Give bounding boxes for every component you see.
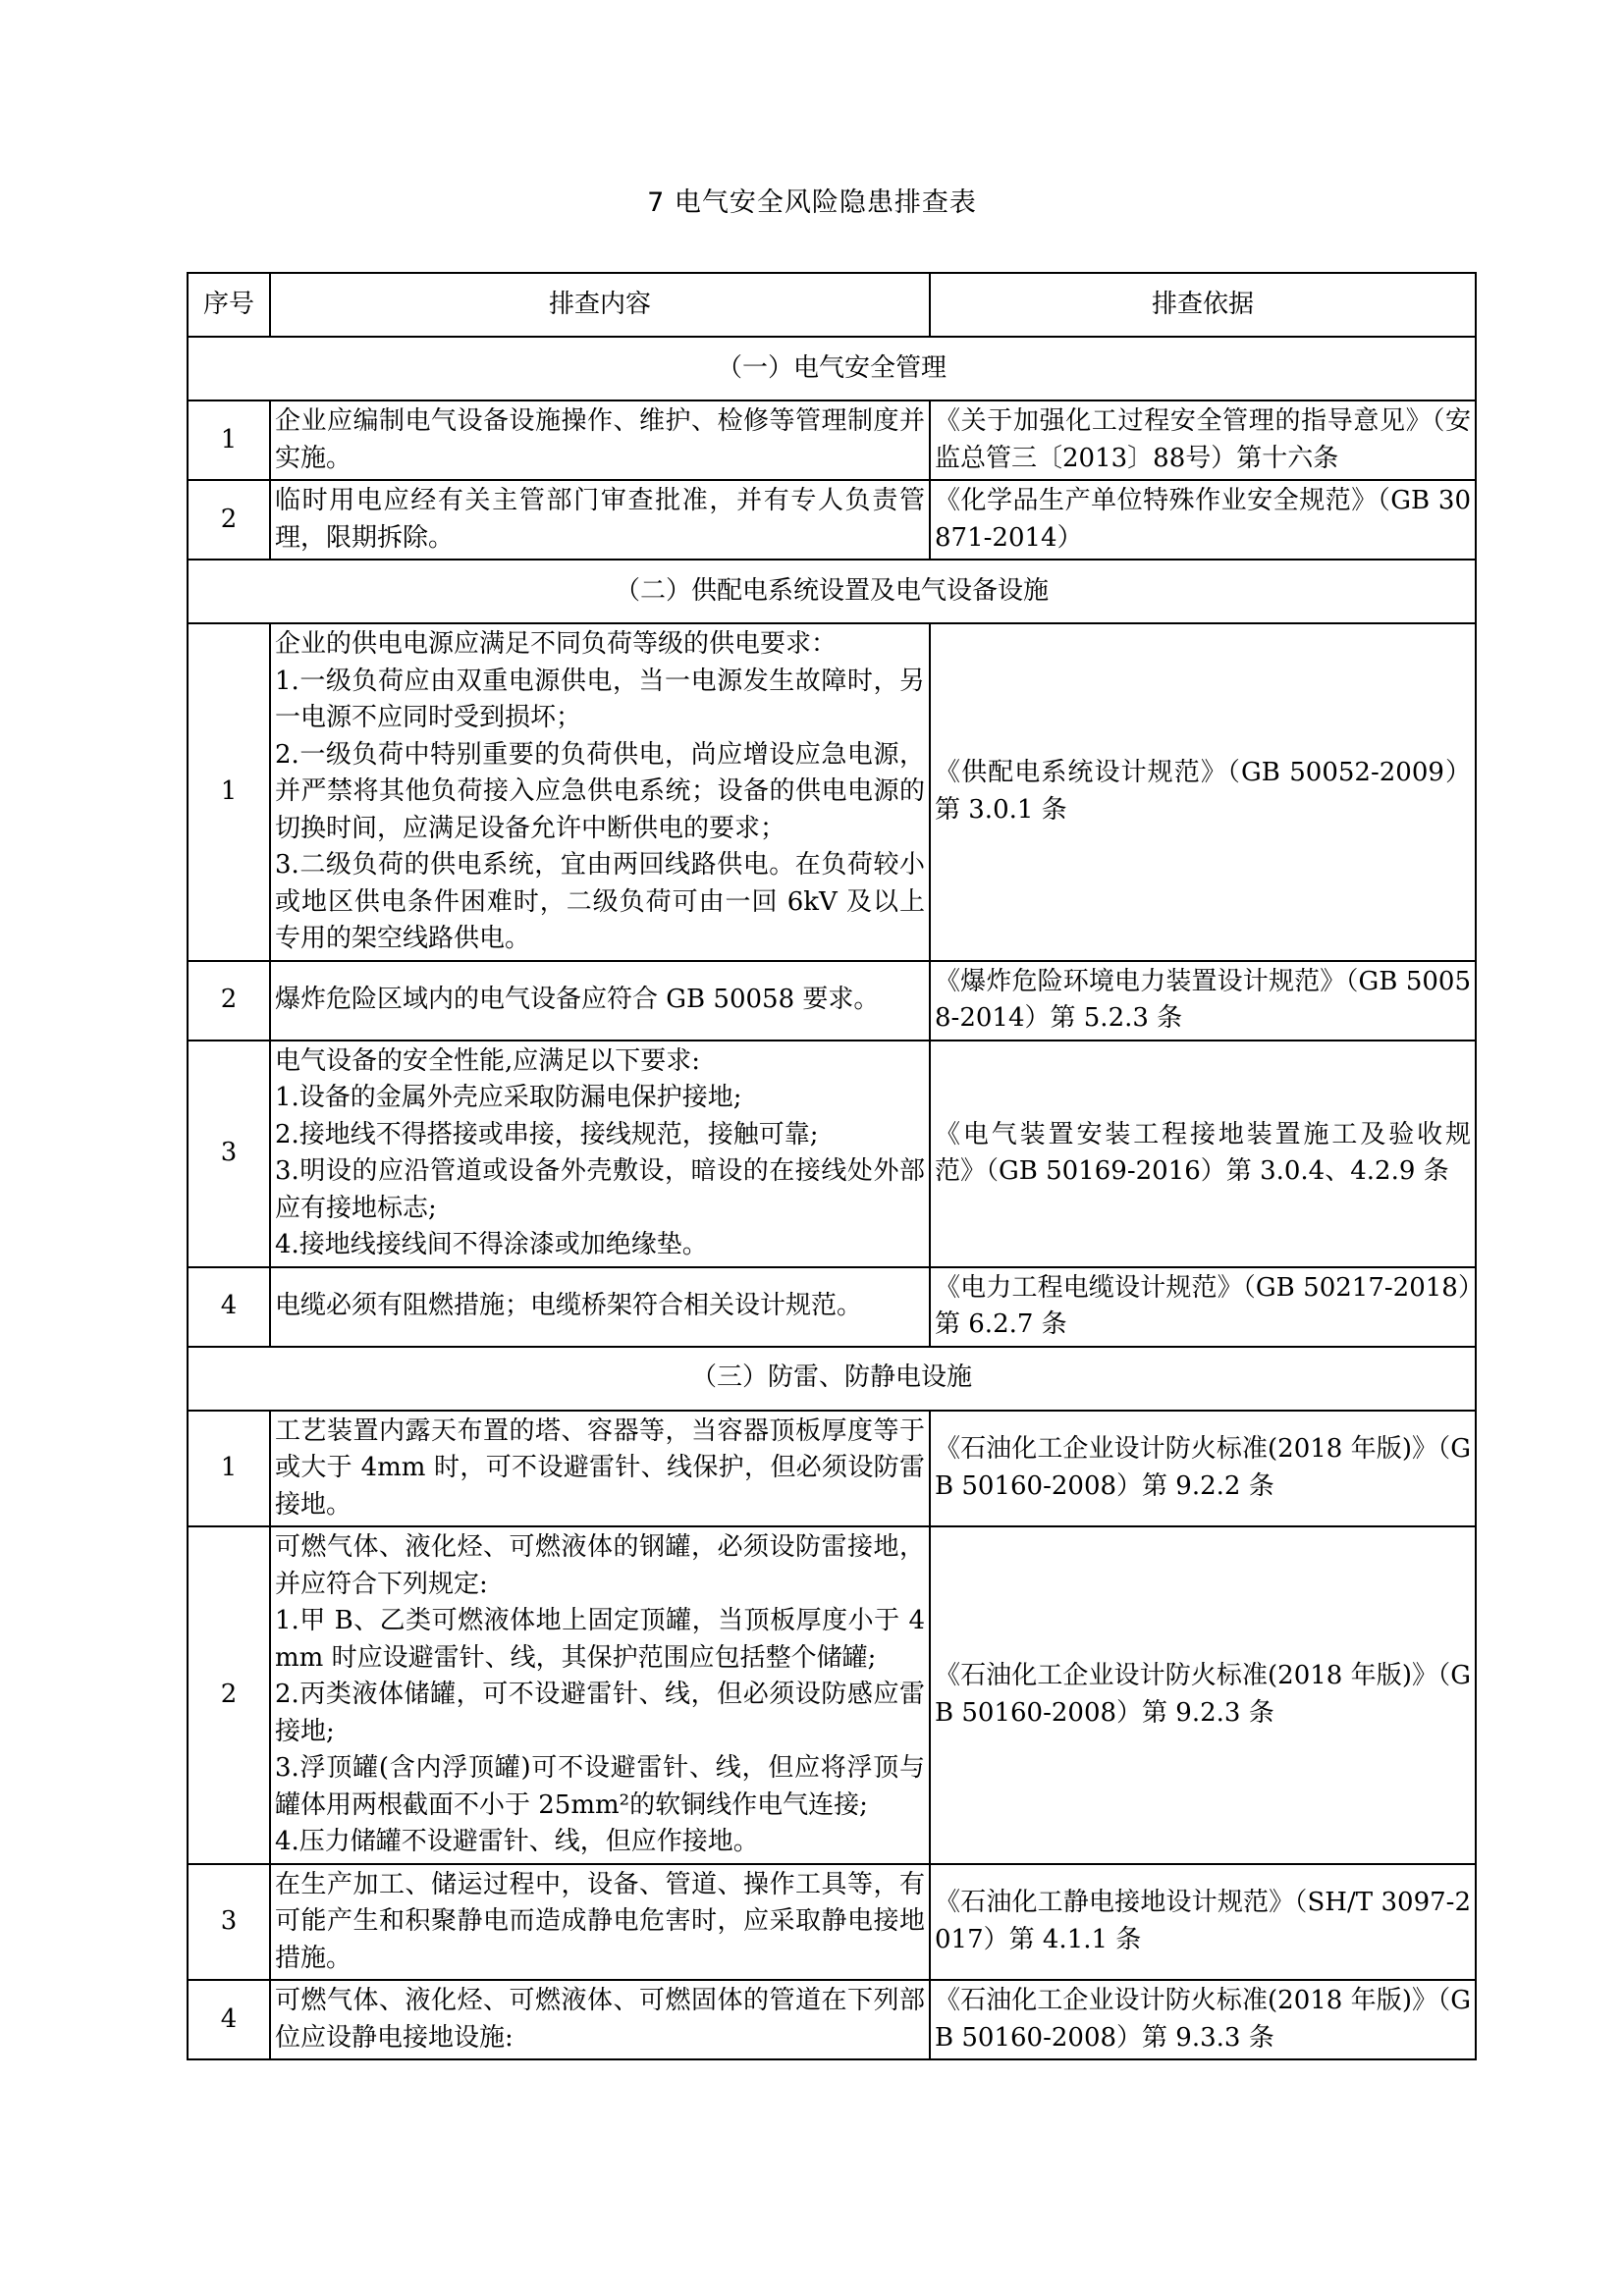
- row-basis: 《石油化工企业设计防火标准(2018 年版)》（GB 50160-2008）第 9.2.3 条: [930, 1526, 1476, 1864]
- row-content: [270, 1411, 930, 1527]
- hazard-checklist-table: [187, 272, 1477, 2060]
- table-row: [188, 1980, 1476, 2059]
- row-basis: 《电气装置安装工程接地装置施工及验收规范》（GB 50169-2016）第 3.0.4、4.2.9 条: [930, 1041, 1476, 1267]
- content-line: 4.压力储罐不设避雷针、线，但应作接地。: [275, 1827, 759, 1856]
- row-content: [270, 623, 930, 961]
- row-seq: 1: [188, 1411, 270, 1527]
- row-content: [270, 1041, 930, 1267]
- row-basis: 《石油化工企业设计防火标准(2018 年版)》（GB 50160-2008）第 9.3.3 条: [930, 1980, 1476, 2059]
- content-line: 企业的供电电源应满足不同负荷等级的供电要求：: [275, 629, 838, 659]
- section-heading-row: [188, 1347, 1476, 1411]
- row-basis: 《石油化工静电接地设计规范》（SH/T 3097-2017）第 4.1.1 条: [930, 1864, 1476, 1981]
- section-heading: （二）供配电系统设置及电气设备设施: [188, 560, 1476, 623]
- content-line: 2.一级负荷中特别重要的负荷供电，尚应增设应急电源，并严禁将其他负荷接入应急供电系统；设备的供电电源的切换时间，应满足设备允许中断供电的要求；: [275, 739, 925, 843]
- content-line: 电缆必须有阻燃措施；电缆桥架符合相关设计规范。: [275, 1291, 863, 1321]
- content-line: 1.一级负荷应由双重电源供电，当一电源发生故障时，另一电源不应同时受到损坏；: [275, 666, 925, 732]
- content-line: 1.设备的金属外壳应采取防漏电保护接地;: [275, 1083, 742, 1112]
- content-line: 爆炸危险区域内的电气设备应符合 GB 50058 要求。: [275, 985, 880, 1015]
- header-content: 排查内容: [270, 273, 930, 337]
- row-seq: 1: [188, 623, 270, 961]
- page-title: 7 电气安全风险隐患排查表: [647, 187, 977, 218]
- row-basis: 《石油化工企业设计防火标准(2018 年版)》（GB 50160-2008）第 9.2.2 条: [930, 1411, 1476, 1527]
- row-content: [270, 400, 930, 480]
- table-row: [188, 400, 1476, 480]
- row-seq: 1: [188, 400, 270, 480]
- table-row: [188, 623, 1476, 961]
- content-line: 可燃气体、液化烃、可燃液体、可燃固体的管道在下列部位应设静电接地设施:: [275, 1986, 925, 2053]
- row-basis: 《关于加强化工过程安全管理的指导意见》（安监总管三〔2013〕88号）第十六条: [930, 400, 1476, 480]
- content-line: 2.丙类液体储罐，可不设避雷针、线，但必须设防感应雷接地;: [275, 1680, 925, 1746]
- row-seq: 2: [188, 1526, 270, 1864]
- table-row: [188, 1864, 1476, 1981]
- header-seq: 序号: [188, 273, 270, 337]
- section-heading: （一）电气安全管理: [188, 337, 1476, 400]
- row-content: [270, 1980, 930, 2059]
- row-basis: 《供配电系统设计规范》（GB 50052-2009）第 3.0.1 条: [930, 623, 1476, 961]
- section-heading-row: [188, 337, 1476, 400]
- content-line: 企业应编制电气设备设施操作、维护、检修等管理制度并实施。: [275, 406, 925, 473]
- row-seq: 3: [188, 1041, 270, 1267]
- row-seq: 2: [188, 480, 270, 560]
- row-seq: 2: [188, 961, 270, 1041]
- table-row: [188, 1411, 1476, 1527]
- row-basis: 《化学品生产单位特殊作业安全规范》（GB 30871-2014）: [930, 480, 1476, 560]
- table-header-row: [188, 273, 1476, 337]
- content-line: 3.明设的应沿管道或设备外壳敷设，暗设的在接线处外部应有接地标志;: [275, 1156, 925, 1223]
- content-line: 1.甲 B、乙类可燃液体地上固定顶罐，当顶板厚度小于 4mm 时应设避雷针、线，其保护范围应包括整个储罐;: [275, 1606, 925, 1673]
- content-line: 临时用电应经有关主管部门审查批准，并有专人负责管理，限期拆除。: [275, 486, 925, 553]
- section-heading: （三）防雷、防静电设施: [188, 1347, 1476, 1411]
- row-seq: 3: [188, 1864, 270, 1981]
- content-line: 在生产加工、储运过程中，设备、管道、操作工具等，有可能产生和积聚静电而造成静电危害时，应采取静电接地措施。: [275, 1869, 925, 1973]
- table-body: [188, 337, 1476, 2059]
- table-row: [188, 1526, 1476, 1864]
- row-seq: 4: [188, 1980, 270, 2059]
- table-row: [188, 1041, 1476, 1267]
- content-line: 4.接地线接线间不得涂漆或加绝缘垫。: [275, 1230, 708, 1259]
- content-line: 2.接地线不得搭接或串接，接线规范，接触可靠;: [275, 1119, 819, 1149]
- row-seq: 4: [188, 1267, 270, 1347]
- content-line: 3.二级负荷的供电系统，宜由两回线路供电。在负荷较小或地区供电条件困难时，二级负荷可由一回 6kV 及以上专用的架空线路供电。: [275, 850, 925, 953]
- table-row: [188, 480, 1476, 560]
- row-content: [270, 961, 930, 1041]
- content-line: 电气设备的安全性能,应满足以下要求:: [275, 1045, 701, 1076]
- row-content: [270, 480, 930, 560]
- row-basis: 《电力工程电缆设计规范》（GB 50217-2018）第 6.2.7 条: [930, 1267, 1476, 1347]
- content-line: 3.浮顶罐(含内浮顶罐)可不设避雷针、线，但应将浮顶与罐体用两根截面不小于 25mm²的软铜线作电气连接;: [275, 1753, 925, 1820]
- row-content: [270, 1864, 930, 1981]
- row-content: [270, 1526, 930, 1864]
- row-content: [270, 1267, 930, 1347]
- header-basis: 排查依据: [930, 273, 1476, 337]
- row-basis: 《爆炸危险环境电力装置设计规范》（GB 50058-2014）第 5.2.3 条: [930, 961, 1476, 1041]
- content-line: 工艺装置内露天布置的塔、容器等，当容器顶板厚度等于或大于 4mm 时，可不设避雷针、线保护，但必须设防雷接地。: [275, 1415, 925, 1520]
- table-row: [188, 1267, 1476, 1347]
- section-heading-row: [188, 560, 1476, 623]
- content-line: 可燃气体、液化烃、可燃液体的钢罐，必须设防雷接地，并应符合下列规定:: [275, 1532, 925, 1599]
- table-row: [188, 961, 1476, 1041]
